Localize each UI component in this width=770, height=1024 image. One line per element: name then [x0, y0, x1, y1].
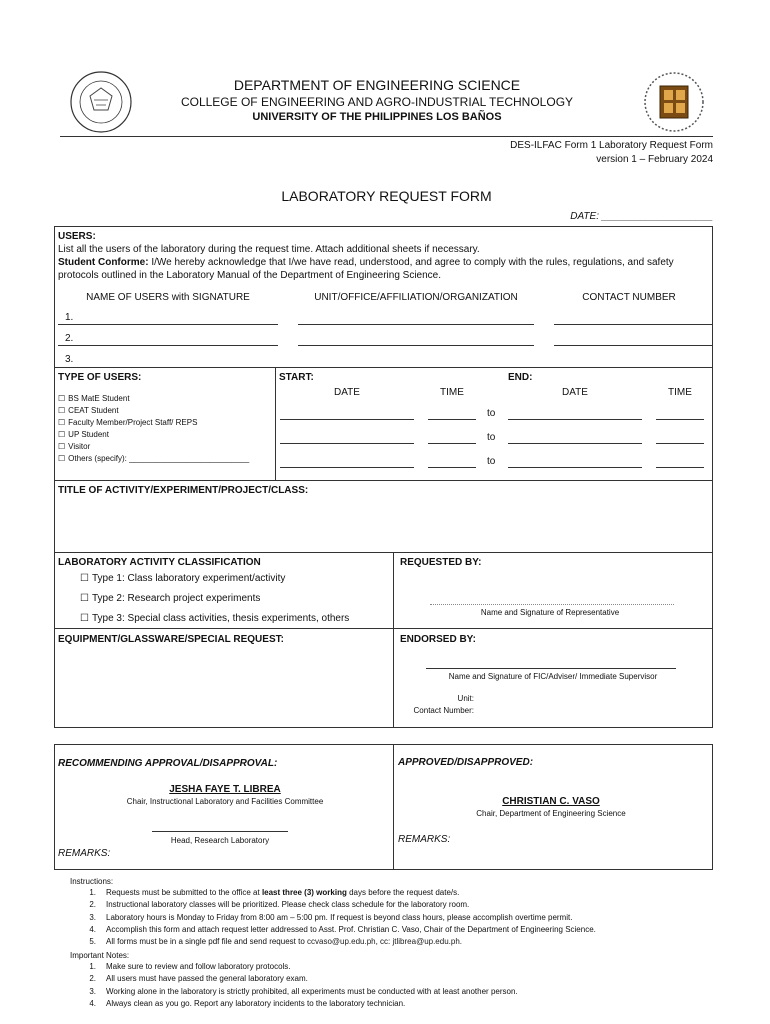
- instruction-pre: All forms must be in a single pdf file and send request to: [106, 937, 307, 947]
- des-logo: [636, 70, 712, 134]
- end-heading: END:: [508, 372, 533, 383]
- instruction-number: 4.: [89, 924, 96, 934]
- users-instruction: List all the users of the laboratory during the request time. Attach additional sheets if necessary.: [58, 244, 480, 255]
- instruction-item: [82, 913, 722, 924]
- end-time-line-1[interactable]: [656, 419, 704, 420]
- recommending-role: Chair, Instructional Laboratory and Facilities Committee: [126, 797, 324, 806]
- up-seal: [64, 70, 138, 134]
- user-1-contact-line[interactable]: [554, 324, 712, 325]
- note-item: [82, 999, 722, 1010]
- checkbox-visitor[interactable]: ☐ Visitor: [58, 442, 90, 451]
- end-time-line-2[interactable]: [656, 443, 704, 444]
- instruction-item: [82, 937, 722, 948]
- recommending-heading: RECOMMENDING APPROVAL/DISAPPROVAL:: [58, 758, 278, 769]
- instruction-pre: Requests must be submitted to the office at: [106, 888, 262, 897]
- form-title: LABORATORY REQUEST FORM: [281, 188, 492, 204]
- note-text: Make sure to review and follow laboratory protocols.: [106, 962, 291, 971]
- conforme-label: Student Conforme:: [58, 257, 149, 268]
- header-rule: [60, 136, 713, 137]
- approved-heading: APPROVED/DISAPPROVED:: [398, 757, 534, 768]
- recommending-remarks[interactable]: REMARKS:: [58, 848, 111, 859]
- col-name-header: NAME OF USERS with SIGNATURE: [86, 292, 250, 303]
- start-time-line-1[interactable]: [428, 419, 476, 420]
- checkbox-faculty[interactable]: ☐ Faculty Member/Project Staff/ REPS: [58, 418, 197, 427]
- checkbox-others[interactable]: ☐ Others (specify): ___________________________: [58, 454, 249, 463]
- approved-name: CHRISTIAN C. VASO: [502, 796, 600, 807]
- instruction-number: 2.: [89, 900, 96, 910]
- user-2-name-line[interactable]: [58, 345, 278, 346]
- conforme-text-2: protocols outlined in the Laboratory Manual of the Department of Engineering Science.: [58, 270, 442, 281]
- college-name: COLLEGE OF ENGINEERING AND AGRO-INDUSTRIAL TECHNOLOGY: [180, 95, 574, 109]
- user-row-3: 3.: [65, 354, 74, 365]
- instruction-item: [82, 888, 722, 899]
- note-text: All users must have passed the general laboratory exam.: [106, 974, 308, 984]
- col-contact-header: CONTACT NUMBER: [582, 292, 676, 303]
- university-name: UNIVERSITY OF THE PHILIPPINES LOS BAÑOS: [252, 111, 502, 123]
- start-date-line-1[interactable]: [280, 419, 414, 420]
- form-version: version 1 – February 2024: [596, 154, 713, 165]
- instruction-pre: Accomplish this form and attach request letter addressed to Asst. Prof. Christian C. Vaso, Chair of the Department of Engineering Science.: [106, 924, 596, 934]
- instruction-item: [82, 900, 722, 911]
- seal-text: [64, 70, 65, 71]
- instruction-text: [106, 900, 469, 909]
- user-row-1: 1.: [65, 312, 74, 323]
- end-date-line-1[interactable]: [508, 419, 642, 420]
- user-2-contact-line[interactable]: [554, 345, 712, 346]
- endorsed-unit[interactable]: Unit:: [457, 694, 474, 703]
- instruction-number: 5.: [89, 937, 96, 947]
- email-link-librea[interactable]: jtlibrea@up.edu.ph.: [392, 937, 462, 947]
- col-unit-header: UNIT/OFFICE/AFFILIATION/ORGANIZATION: [314, 292, 518, 303]
- approved-remarks[interactable]: REMARKS:: [398, 834, 451, 845]
- instruction-text: [106, 913, 572, 922]
- equipment-heading: EQUIPMENT/GLASSWARE/SPECIAL REQUEST:: [58, 634, 284, 645]
- endorsed-by-signature-line[interactable]: [426, 668, 676, 669]
- to-label-2: to: [487, 432, 496, 443]
- endorsed-contact[interactable]: Contact Number:: [413, 706, 474, 715]
- requested-by-caption: Name and Signature of Representative: [480, 608, 620, 617]
- note-text: Working alone in the laboratory is strictly prohibited, all experiments must be conducted with at least another person.: [106, 986, 518, 996]
- endorsed-by-heading: ENDORSED BY:: [400, 634, 476, 645]
- email-link-vaso[interactable]: ccvaso@up.edu.ph: [307, 937, 376, 947]
- head-research-lab: Head, Research Laboratory: [170, 836, 270, 845]
- users-heading: USERS:: [58, 231, 96, 242]
- note-item: [82, 974, 722, 985]
- head-signature-line[interactable]: [152, 831, 288, 832]
- notes-heading: Important Notes:: [70, 951, 130, 960]
- start-time-line-3[interactable]: [428, 467, 476, 468]
- form-code: DES-ILFAC Form 1 Laboratory Request Form: [510, 140, 713, 151]
- activity-title-heading: TITLE OF ACTIVITY/EXPERIMENT/PROJECT/CLASS:: [58, 485, 309, 496]
- instruction-post: days before the request date/s.: [346, 888, 460, 897]
- instruction-bold: least three (3) working: [261, 888, 347, 897]
- to-label-1: to: [487, 408, 496, 419]
- note-item: [82, 962, 722, 973]
- note-number: 1.: [89, 962, 96, 971]
- type-of-users-heading: TYPE OF USERS:: [58, 372, 142, 383]
- checkbox-up-student[interactable]: ☐ UP Student: [58, 430, 109, 439]
- instruction-number: 3.: [89, 912, 96, 922]
- requested-by-heading: REQUESTED BY:: [400, 557, 482, 568]
- start-time-header: TIME: [440, 387, 464, 398]
- approval-divider: [393, 744, 394, 870]
- start-heading: START:: [279, 372, 314, 383]
- classification-heading: LABORATORY ACTIVITY CLASSIFICATION: [58, 557, 261, 568]
- end-date-line-2[interactable]: [508, 443, 642, 444]
- instructions-heading: Instructions:: [70, 877, 114, 886]
- conforme-text: I/We hereby acknowledge that I/we have read, understood, and agree to comply with the rules, regulations, and safety: [148, 257, 674, 268]
- instruction-pre: Laboratory hours is Monday to Friday from 8:00 am – 5:00 pm. If request is beyond class hours, please accomplish overtime permit.: [106, 912, 573, 922]
- start-time-line-2[interactable]: [428, 443, 476, 444]
- start-date-line-2[interactable]: [280, 443, 414, 444]
- logo-text: [636, 70, 637, 71]
- instruction-text: [106, 925, 596, 934]
- user-row-2: 2.: [65, 333, 74, 344]
- checkbox-type-2[interactable]: ☐ Type 2: Research project experiments: [80, 593, 260, 604]
- instruction-pre: Instructional laboratory classes will be prioritized. Please check class schedule for the laboratory room.: [106, 900, 470, 910]
- end-time-line-3[interactable]: [656, 467, 704, 468]
- instruction-item: [82, 925, 722, 936]
- user-1-unit-line[interactable]: [298, 324, 534, 325]
- checkbox-bs-mate[interactable]: ☐ BS MatE Student: [58, 394, 130, 403]
- approved-role: Chair, Department of Engineering Science: [476, 809, 626, 818]
- recommending-name: JESHA FAYE T. LIBREA: [169, 784, 281, 795]
- note-text: Always clean as you go. Report any laboratory incidents to the laboratory technician.: [106, 998, 406, 1008]
- instruction-number: 1.: [89, 888, 96, 897]
- checkbox-type-3[interactable]: ☐ Type 3: Special class activities, thesis experiments, others: [80, 613, 349, 624]
- cc-label: , cc:: [375, 937, 393, 947]
- end-date-header: DATE: [562, 387, 588, 398]
- user-1-name-line[interactable]: [58, 324, 278, 325]
- checkbox-type-1[interactable]: ☐ Type 1: Class laboratory experiment/activity: [80, 573, 285, 584]
- note-number: 2.: [89, 974, 96, 984]
- note-number: 4.: [89, 998, 96, 1008]
- note-number: 3.: [89, 986, 96, 996]
- date-field[interactable]: DATE: ____________________: [570, 211, 713, 222]
- instruction-text: [106, 888, 459, 897]
- dept-name: DEPARTMENT OF ENGINEERING SCIENCE: [233, 77, 521, 93]
- end-time-header: TIME: [668, 387, 692, 398]
- note-item: [82, 987, 722, 998]
- type-divider: [275, 367, 276, 481]
- start-date-line-3[interactable]: [280, 467, 414, 468]
- start-date-header: DATE: [334, 387, 360, 398]
- to-label-3: to: [487, 456, 496, 467]
- end-date-line-3[interactable]: [508, 467, 642, 468]
- endorsed-by-caption: Name and Signature of FIC/Adviser/ Immediate Supervisor: [448, 672, 658, 681]
- user-2-unit-line[interactable]: [298, 345, 534, 346]
- checkbox-ceat[interactable]: ☐ CEAT Student: [58, 406, 119, 415]
- instruction-text: [106, 937, 462, 946]
- requested-by-signature-line[interactable]: [430, 604, 674, 605]
- student-conforme: [58, 257, 674, 268]
